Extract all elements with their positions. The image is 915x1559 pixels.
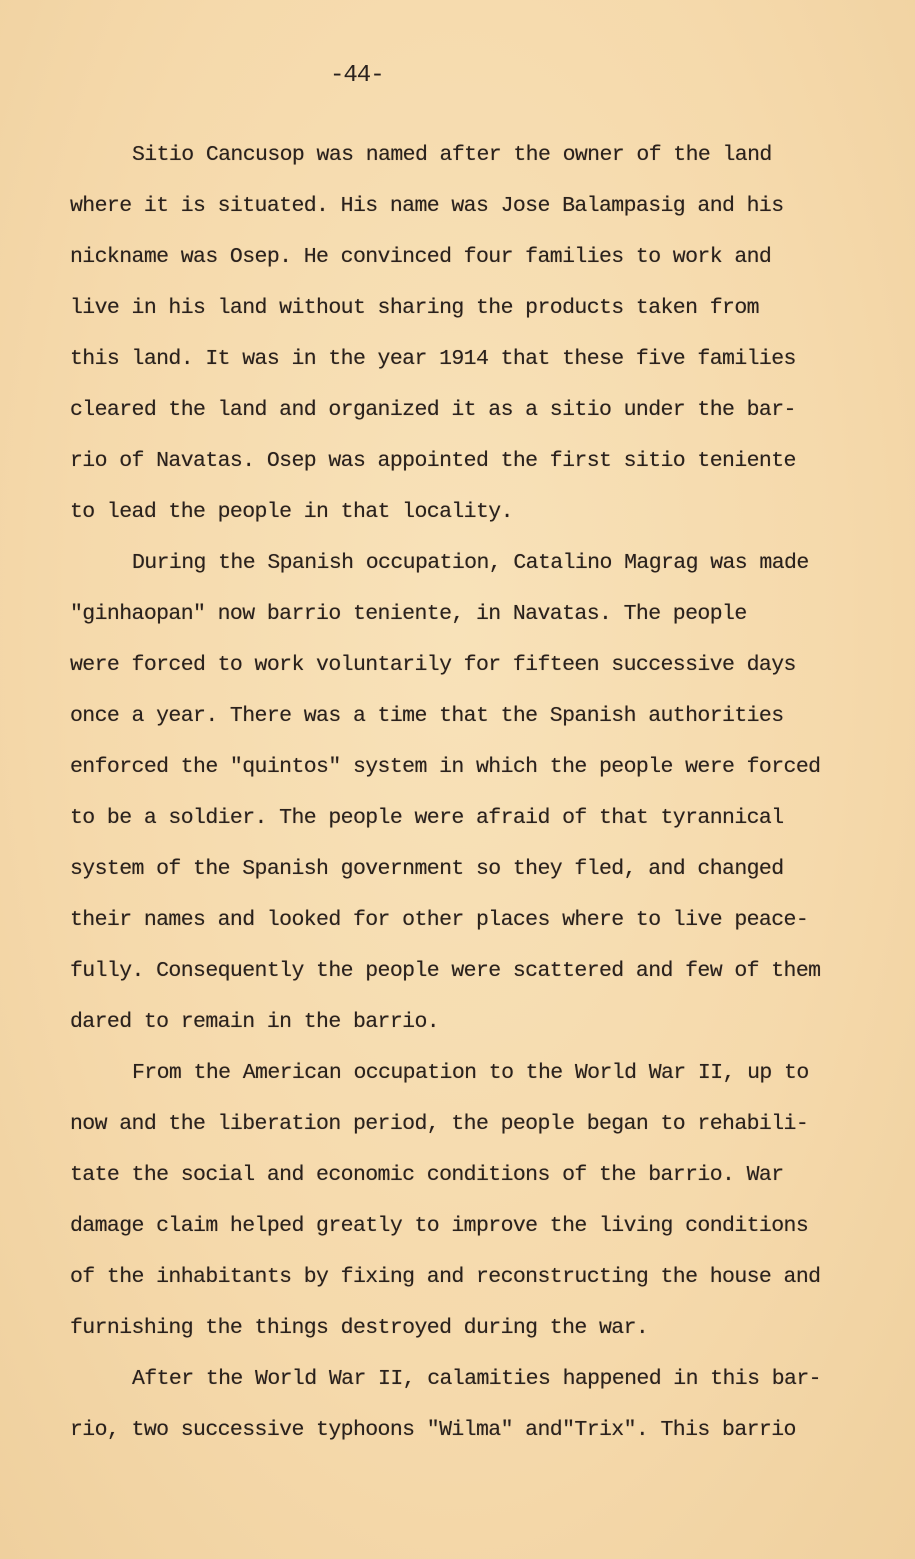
text-line: their names and looked for other places where to live peace- — [70, 908, 809, 932]
text-line: From the American occupation to the World War II, up to — [132, 1061, 809, 1085]
text-line: Sitio Cancusop was named after the owner of the land — [132, 143, 772, 167]
text-line: furnishing the things destroyed during the war. — [70, 1316, 649, 1340]
text-line: now and the liberation period, the people began to rehabili- — [70, 1112, 809, 1136]
text-line: During the Spanish occupation, Catalino Magrag was made — [132, 551, 809, 575]
text-line: dared to remain in the barrio. — [70, 1010, 440, 1034]
text-line: rio, two successive typhoons "Wilma" and"Trix". This barrio — [70, 1418, 796, 1442]
text-line: where it is situated. His name was Jose Balampasig and his — [70, 194, 784, 218]
text-line: of the inhabitants by fixing and reconstructing the house and — [70, 1265, 821, 1289]
text-line: rio of Navatas. Osep was appointed the first sitio teniente — [70, 449, 796, 473]
text-line: enforced the "quintos" system in which the people were forced — [70, 755, 821, 779]
body-text — [70, 138, 870, 1464]
text-line: "ginhaopan" now barrio teniente, in Navatas. The people — [70, 602, 747, 626]
text-line: fully. Consequently the people were scattered and few of them — [70, 959, 821, 983]
text-line: were forced to work voluntarily for fifteen successive days — [70, 653, 796, 677]
text-line: After the World War II, calamities happened in this bar- — [132, 1367, 821, 1391]
text-line: nickname was Osep. He convinced four families to work and — [70, 245, 772, 269]
text-line: this land. It was in the year 1914 that these five families — [70, 347, 796, 371]
text-line: to be a soldier. The people were afraid of that tyrannical — [70, 806, 784, 830]
text-line: cleared the land and organized it as a sitio under the bar- — [70, 398, 796, 422]
text-line: to lead the people in that locality. — [70, 500, 513, 524]
text-line: live in his land without sharing the products taken from — [70, 296, 759, 320]
text-line: tate the social and economic conditions of the barrio. War — [70, 1163, 784, 1187]
text-line: once a year. There was a time that the Spanish authorities — [70, 704, 784, 728]
text-line: system of the Spanish government so they fled, and changed — [70, 857, 784, 881]
page-number: -44- — [330, 62, 384, 89]
text-line: damage claim helped greatly to improve the living conditions — [70, 1214, 809, 1238]
